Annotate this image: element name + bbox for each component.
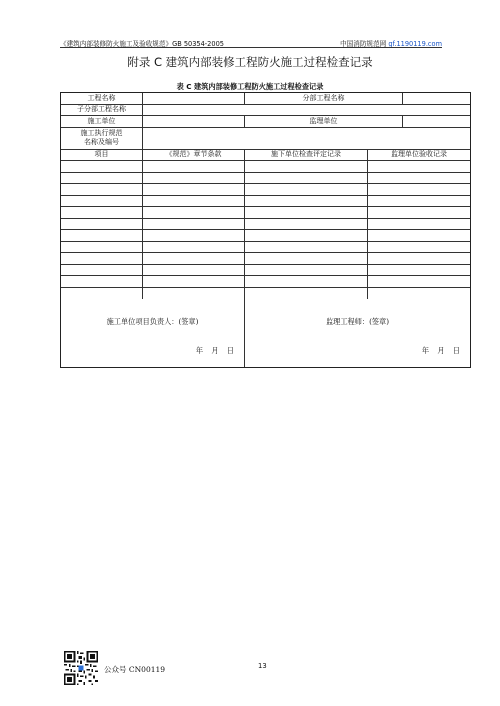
blank-cell-contractor-check[interactable] bbox=[245, 173, 368, 184]
blank-cell-clause[interactable] bbox=[143, 230, 245, 241]
blank-cell-contractor-check[interactable] bbox=[245, 219, 368, 230]
subproject-value[interactable] bbox=[403, 93, 470, 104]
blank-rows bbox=[61, 161, 470, 299]
blank-cell-supervisor-acceptance[interactable] bbox=[368, 196, 470, 207]
contractor-signature-label: 施工单位项目负责人：(签章) bbox=[106, 317, 199, 326]
construction-unit-value[interactable] bbox=[143, 116, 245, 127]
table-caption: 表 C 建筑内部装修工程防火施工过程检查记录 bbox=[176, 82, 324, 91]
construction-unit-label: 施工单位 bbox=[61, 116, 143, 127]
blank-cell-supervisor-acceptance[interactable] bbox=[368, 173, 470, 184]
supervision-unit-label: 监理单位 bbox=[245, 116, 403, 127]
table-row bbox=[61, 276, 470, 288]
table-row-project bbox=[61, 93, 470, 105]
project-name-value[interactable] bbox=[143, 93, 245, 104]
blank-cell-supervisor-acceptance[interactable] bbox=[368, 253, 470, 264]
blank-cell-clause[interactable] bbox=[143, 242, 245, 253]
blank-cell-contractor-check[interactable] bbox=[245, 265, 368, 276]
standard-label-line-2: 名称及编号 bbox=[84, 138, 119, 146]
table-row bbox=[61, 161, 470, 173]
appendix-title: 附录 C 建筑内部装修工程防火施工过程检查记录 bbox=[127, 55, 373, 69]
blank-cell-contractor-check[interactable] bbox=[245, 276, 368, 287]
blank-cell-supervisor-acceptance[interactable] bbox=[368, 207, 470, 218]
header-standard-title: 《建筑内部装修防火施工及验收规范》 bbox=[60, 40, 173, 48]
supervisor-signature-date: 年 月 日 bbox=[421, 346, 460, 355]
header-site-name: 中国消防规范网 bbox=[340, 40, 387, 48]
blank-cell-contractor-check[interactable] bbox=[245, 196, 368, 207]
qr-code-image bbox=[64, 651, 98, 685]
table-row bbox=[61, 288, 470, 300]
blank-cell-supervisor-acceptance[interactable] bbox=[368, 219, 470, 230]
blank-cell-item[interactable] bbox=[61, 253, 143, 264]
standard-label-line-1: 施工执行规范 bbox=[80, 129, 123, 137]
standard-value[interactable] bbox=[143, 128, 470, 149]
standard-label bbox=[61, 128, 143, 149]
blank-cell-supervisor-acceptance[interactable] bbox=[368, 230, 470, 241]
blank-cell-supervisor-acceptance[interactable] bbox=[368, 288, 470, 300]
project-name-label: 工程名称 bbox=[61, 93, 143, 104]
page-number: 13 bbox=[258, 662, 267, 670]
blank-cell-supervisor-acceptance[interactable] bbox=[368, 184, 470, 195]
sub-subproject-value[interactable] bbox=[143, 105, 470, 116]
sub-subproject-label: 子分部工程名称 bbox=[61, 105, 143, 116]
table-row bbox=[61, 196, 470, 208]
blank-cell-contractor-check[interactable] bbox=[245, 253, 368, 264]
blank-cell-item[interactable] bbox=[61, 288, 143, 300]
table-row-sub-subproject bbox=[61, 105, 470, 117]
blank-cell-item[interactable] bbox=[61, 161, 143, 172]
table-row bbox=[61, 219, 470, 231]
blank-cell-contractor-check[interactable] bbox=[245, 184, 368, 195]
blank-cell-contractor-check[interactable] bbox=[245, 230, 368, 241]
table-row bbox=[61, 242, 470, 254]
header-site-link[interactable]: gf.1190119.com bbox=[388, 40, 442, 48]
table-row bbox=[61, 253, 470, 265]
header-standard-code: GB 50354-2005 bbox=[172, 40, 224, 48]
supervisor-signature-label: 监理工程师：(签章) bbox=[325, 317, 390, 326]
inspection-record-table bbox=[60, 92, 471, 368]
blank-cell-clause[interactable] bbox=[143, 184, 245, 195]
signature-row bbox=[61, 299, 470, 367]
blank-cell-item[interactable] bbox=[61, 196, 143, 207]
subproject-label: 分部工程名称 bbox=[245, 93, 403, 104]
contractor-signature-date: 年 月 日 bbox=[195, 346, 234, 355]
blank-cell-item[interactable] bbox=[61, 173, 143, 184]
column-header-contractor-check: 施下单位检查评定记录 bbox=[245, 150, 368, 161]
column-header-clause: 《规范》章节条款 bbox=[143, 150, 245, 161]
blank-cell-contractor-check[interactable] bbox=[245, 288, 368, 300]
blank-cell-clause[interactable] bbox=[143, 253, 245, 264]
table-row-units bbox=[61, 116, 470, 128]
blank-cell-clause[interactable] bbox=[143, 276, 245, 287]
supervisor-signature-cell[interactable] bbox=[245, 299, 470, 367]
blank-cell-clause[interactable] bbox=[143, 265, 245, 276]
table-row bbox=[61, 173, 470, 185]
table-row bbox=[61, 184, 470, 196]
blank-cell-supervisor-acceptance[interactable] bbox=[368, 276, 470, 287]
header-divider bbox=[60, 47, 442, 48]
blank-cell-clause[interactable] bbox=[143, 288, 245, 300]
column-header-supervisor-acceptance: 监理单位验收记录 bbox=[391, 150, 447, 159]
blank-cell-contractor-check[interactable] bbox=[245, 161, 368, 172]
blank-cell-item[interactable] bbox=[61, 184, 143, 195]
table-row-standard bbox=[61, 128, 470, 150]
contractor-signature-cell[interactable] bbox=[61, 299, 245, 367]
blank-cell-contractor-check[interactable] bbox=[245, 242, 368, 253]
table-header-row bbox=[61, 150, 470, 162]
blank-cell-clause[interactable] bbox=[143, 196, 245, 207]
blank-cell-clause[interactable] bbox=[143, 161, 245, 172]
blank-cell-contractor-check[interactable] bbox=[245, 207, 368, 218]
blank-cell-item[interactable] bbox=[61, 276, 143, 287]
blank-cell-supervisor-acceptance[interactable] bbox=[368, 161, 470, 172]
blank-cell-item[interactable] bbox=[61, 242, 143, 253]
table-row bbox=[61, 230, 470, 242]
wechat-account-label: 公众号 CN00119 bbox=[104, 665, 166, 674]
blank-cell-supervisor-acceptance[interactable] bbox=[368, 242, 470, 253]
blank-cell-clause[interactable] bbox=[143, 173, 245, 184]
blank-cell-supervisor-acceptance[interactable] bbox=[368, 265, 470, 276]
table-row bbox=[61, 207, 470, 219]
blank-cell-item[interactable] bbox=[61, 230, 143, 241]
blank-cell-clause[interactable] bbox=[143, 207, 245, 218]
column-header-item: 项目 bbox=[61, 150, 143, 161]
blank-cell-item[interactable] bbox=[61, 219, 143, 230]
blank-cell-clause[interactable] bbox=[143, 219, 245, 230]
blank-cell-item[interactable] bbox=[61, 265, 143, 276]
page-header bbox=[60, 38, 442, 50]
supervision-unit-value[interactable] bbox=[403, 116, 470, 127]
blank-cell-item[interactable] bbox=[61, 207, 143, 218]
table-row bbox=[61, 265, 470, 277]
